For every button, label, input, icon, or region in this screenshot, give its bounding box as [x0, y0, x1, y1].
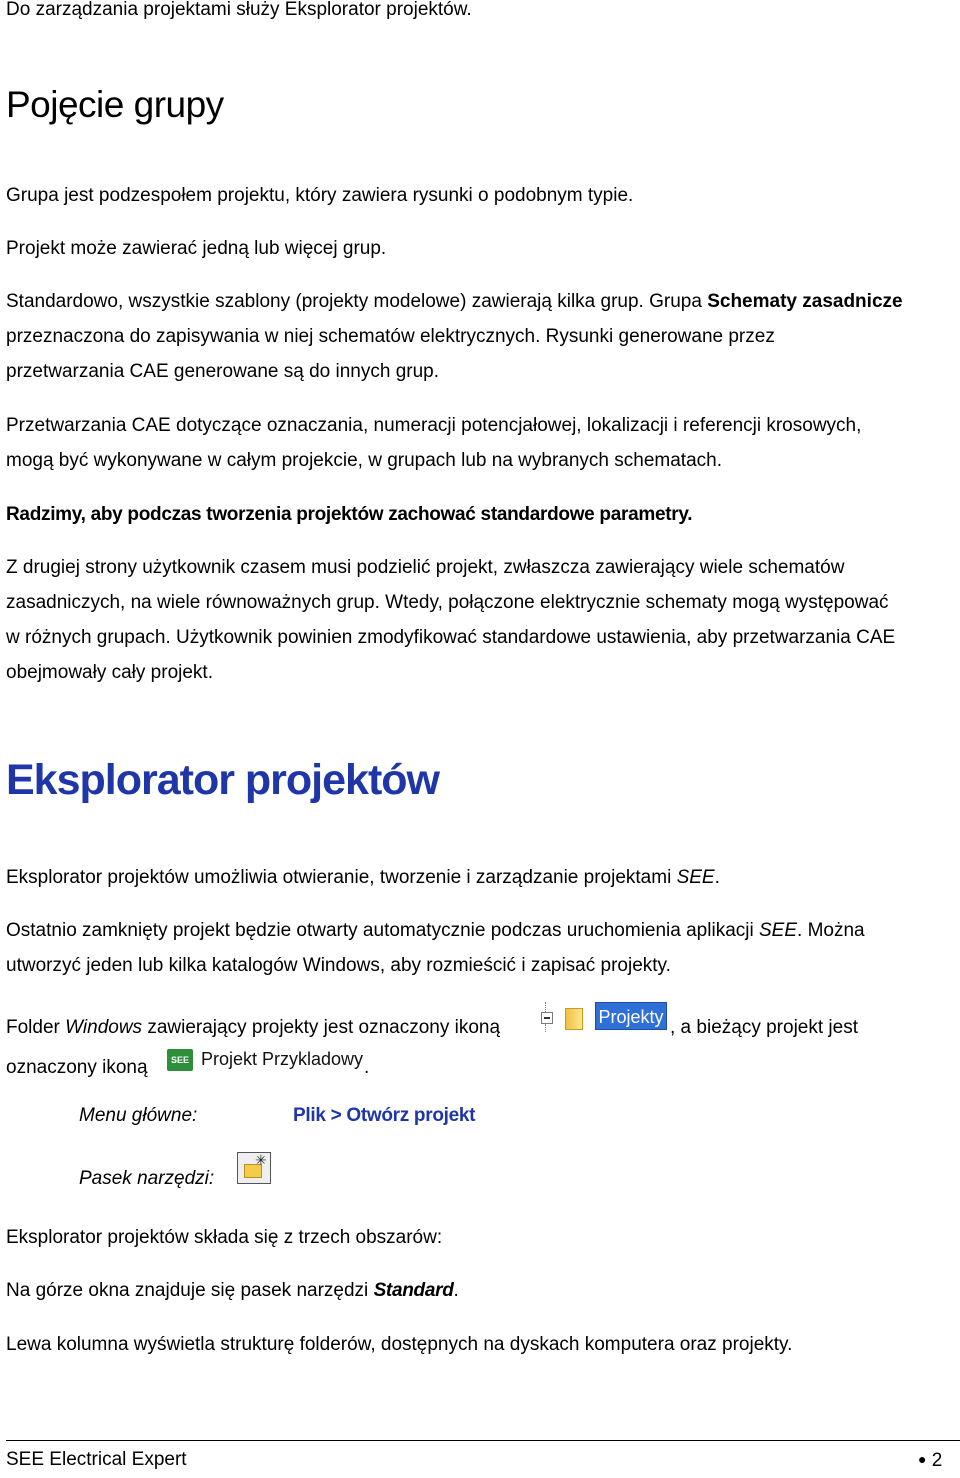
open-project-toolbar-button	[237, 1152, 271, 1184]
current-project-icon	[167, 1047, 367, 1073]
paragraph-toolbar-standard: Na górze okna znajduje się pasek narzędzi Standard.	[6, 1280, 459, 1301]
paragraph-user-line1: Z drugiej strony użytkownik czasem musi podzielić projekt, zwłaszcza zawierający wiele schematów	[6, 557, 845, 578]
paragraph-user-line3: w różnych grupach. Użytkownik powinien zmodyfikować standardowe ustawienia, aby przetwarzania CAE	[6, 627, 896, 648]
paragraph-last-project-line1: Ostatnio zamknięty projekt będzie otwarty automatycznie podczas uruchomienia aplikacji SEE. Można	[6, 920, 865, 941]
current-project-label: Projekt Przykladowy	[201, 1049, 364, 1069]
paragraph-folder-icon-line1: Folder Windows zawierający projekty jest oznaczony ikoną	[6, 1017, 501, 1038]
paragraph-cae-line1: Przetwarzania CAE dotyczące oznaczania, numeracji potencjałowej, lokalizacji i referencji krosowych,	[6, 415, 862, 436]
paragraph-standard-line2: przeznaczona do zapisywania w niej schematów elektrycznych. Rysunki generowane przez	[6, 326, 775, 347]
section-title-explorer: Eksplorator projektów	[6, 756, 439, 804]
projects-folder-icon	[539, 1002, 669, 1034]
footer-page-number: ● 2	[918, 1450, 943, 1471]
footer-divider	[6, 1440, 960, 1441]
footer-product-name: SEE Electrical Expert	[6, 1449, 187, 1470]
menu-path: Plik > Otwórz projekt	[293, 1105, 476, 1126]
paragraph-folder-icon-line2: oznaczony ikoną	[6, 1057, 148, 1078]
paragraph-user-line2: zasadniczych, na wiele równoważnych grup. Wtedy, połączone elektrycznie schematy mogą występować	[6, 592, 889, 613]
paragraph-last-project-line2: utworzyć jeden lub kilka katalogów Windows, aby rozmieścić i zapisać projekty.	[6, 955, 671, 976]
paragraph-cae-line2: mogą być wykonywane w całym projekcie, w grupach lub na wybranych schematach.	[6, 450, 722, 471]
projects-folder-label: Projekty	[595, 1002, 667, 1030]
paragraph-standard-line3: przetwarzania CAE generowane są do innych grup.	[6, 361, 440, 382]
paragraph-folder-icon-line1-tail: , a bieżący projekt jest	[670, 1017, 858, 1038]
tree-connector-icon	[545, 1024, 546, 1032]
tree-connector-icon	[545, 1002, 546, 1012]
paragraph-folder-icon-line2-tail: .	[364, 1057, 370, 1078]
paragraph-standard-line1: Standardowo, wszystkie szablony (projekty modelowe) zawierają kilka grup. Grupa Schematy zasadnicze	[6, 291, 903, 312]
paragraph-three-areas: Eksplorator projektów składa się z trzech obszarów:	[6, 1227, 443, 1248]
paragraph-recommendation: Radzimy, aby podczas tworzenia projektów zachować standardowe parametry.	[6, 504, 693, 525]
bullet-icon: ●	[918, 1451, 927, 1467]
tree-collapse-icon	[541, 1012, 553, 1024]
see-project-icon: SEE	[167, 1049, 193, 1071]
toolbar-label: Pasek narzędzi:	[79, 1168, 215, 1189]
paragraph-left-column: Lewa kolumna wyświetla strukturę folderów, dostępnych na dyskach komputera oraz projekty.	[6, 1334, 793, 1355]
menu-label: Menu główne:	[79, 1105, 198, 1126]
paragraph-group-definition: Grupa jest podzespołem projektu, który zawiera rysunki o podobnym typie.	[6, 185, 634, 206]
paragraph-user-line4: obejmowały cały projekt.	[6, 662, 213, 683]
paragraph-group-count: Projekt może zawierać jedną lub więcej grup.	[6, 238, 387, 259]
sparkle-icon: ✳	[255, 1152, 267, 1168]
paragraph-explorer-intro: Eksplorator projektów umożliwia otwieranie, tworzenie i zarządzanie projektami SEE.	[6, 867, 720, 888]
folder-icon	[565, 1008, 583, 1030]
intro-text: Do zarządzania projektami służy Eksplorator projektów.	[6, 0, 472, 20]
section-title-groups: Pojęcie grupy	[6, 84, 224, 125]
